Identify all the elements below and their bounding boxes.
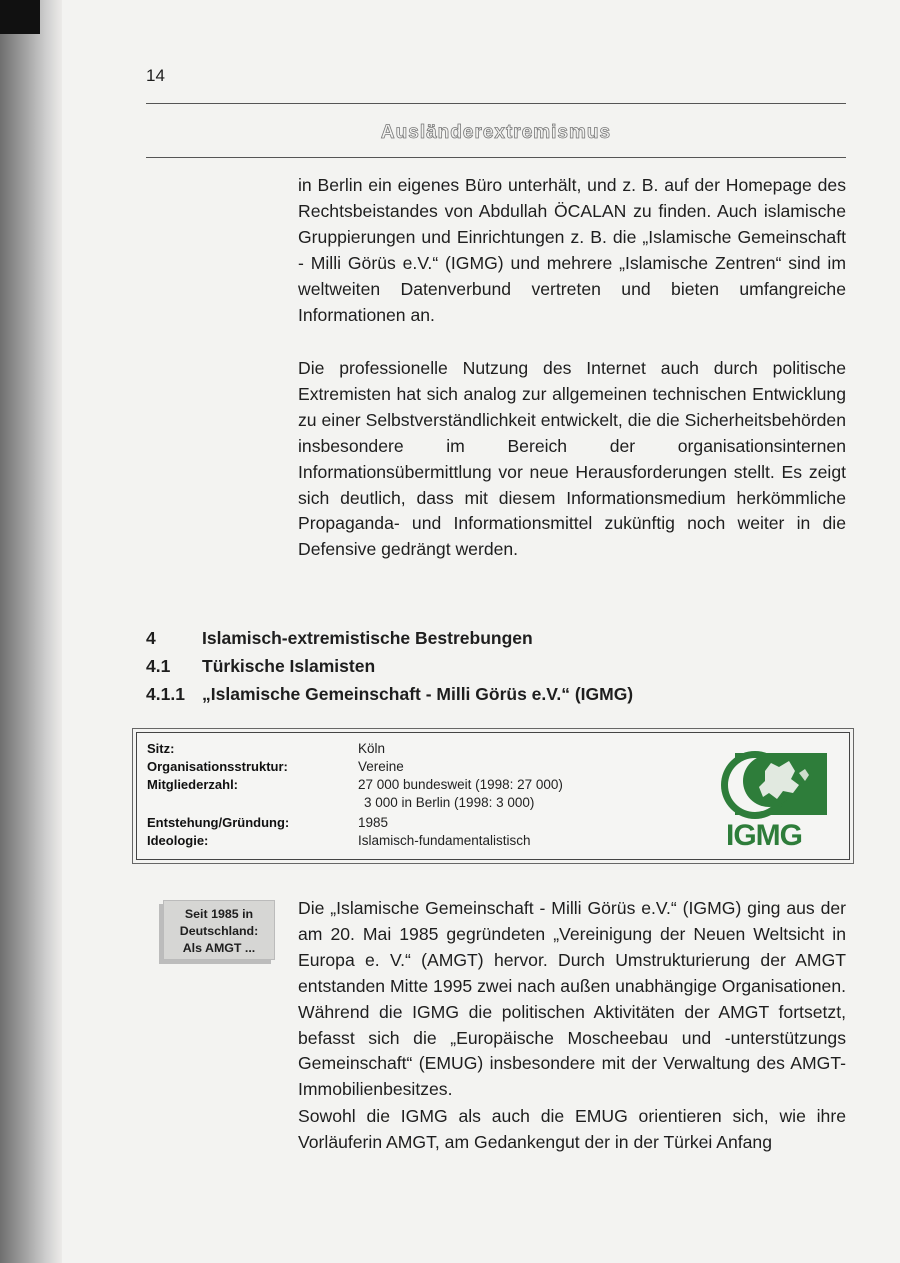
- section-heading-4-1: [146, 656, 375, 677]
- section-number: 4.1: [146, 656, 171, 676]
- header-rule-bottom: [146, 157, 846, 158]
- section-title: Türkische Islamisten: [202, 656, 376, 676]
- mitgliederzahl-label: Mitgliederzahl:: [147, 777, 239, 792]
- scan-corner: [0, 0, 40, 34]
- margin-note-line-1: Seit 1985 in: [184, 907, 254, 921]
- mitgliederzahl-value-berlin: 3 000 in Berlin (1998: 3 000): [364, 795, 535, 810]
- logo-text: IGMG: [726, 819, 802, 849]
- sitz-label: Sitz:: [147, 741, 175, 756]
- section-number: 4: [146, 628, 156, 648]
- paragraph-igmg-history: Die „Islamische Gemeinschaft - Milli Görüs e.V.“ (IGMG) ging aus der am 20. Mai 1985 gegründeten „Vereinigung der Neuen Weltsicht in Europa e. V.“ (AMGT) hervor. Durch Umstrukturierung der AMGT entstanden Mitte 1995 zwei nach außen unabhängige Organisationen. Während die IGMG die politischen Aktivitäten der AMGT fortsetzt, befasst sich die „Europäische Moscheebau und -unterstützungs Gemeinschaft“ (EMUG) insbesondere mit der Verwaltung des AMGT-Immobilienbesitzes.: [298, 898, 846, 1100]
- paragraph-igmg-ideology: Sowohl die IGMG als auch die EMUG orientieren sich, wie ihre Vorläuferin AMGT, am Gedankengut der in der Türkei Anfang: [298, 1106, 846, 1152]
- sitz-value: Köln: [358, 741, 386, 756]
- igmg-logo-icon: [695, 743, 827, 849]
- ideologie-value: Islamisch-fundamentalistisch: [358, 833, 531, 848]
- section-heading-4-1-1: [146, 684, 633, 705]
- section-number: 4.1.1: [146, 684, 185, 704]
- section-title: „Islamische Gemeinschaft - Milli Görüs e.V.“ (IGMG): [202, 684, 634, 704]
- header-rule-top: [146, 103, 846, 104]
- section-heading-4: [146, 628, 533, 649]
- page-number: 14: [146, 66, 165, 85]
- section-title: Islamisch-extremistische Bestrebungen: [202, 628, 533, 648]
- paragraph-internet-usage: Die professionelle Nutzung des Internet auch durch politische Extremisten hat sich analog zur allgemeinen technischen Entwicklung zu einer Selbstverständlichkeit entwickelt, die die Sicherheitsbehörden insbesondere im Bereich der organisationsinternen Informationsübermittlung vor neue Herausforderungen stellt. Es zeigt sich deutlich, dass mit diesem Informationsmedium herkömmliche Propaganda- und Informationsmittel zukünftig noch weiter in die Defensive gedrängt werden.: [298, 358, 846, 560]
- organisation-info-box: [136, 732, 850, 860]
- ideologie-label: Ideologie:: [147, 833, 209, 848]
- margin-note: [163, 900, 275, 960]
- mitgliederzahl-value-bundesweit: 27 000 bundesweit (1998: 27 000): [358, 777, 563, 792]
- gruendung-label: Entstehung/Gründung:: [147, 815, 290, 830]
- organisationsstruktur-label: Organisationsstruktur:: [147, 759, 288, 774]
- page-binding-shadow: [0, 0, 62, 1263]
- gruendung-value: 1985: [358, 815, 389, 830]
- igmg-logo-lettering: [726, 819, 802, 849]
- margin-note-line-3: Als AMGT ...: [182, 941, 256, 955]
- running-head: Ausländerextremismus: [380, 122, 612, 143]
- organisationsstruktur-value: Vereine: [358, 759, 404, 774]
- paragraph-internet-homepages: in Berlin ein eigenes Büro unterhält, und z. B. auf der Homepage des Rechtsbeistandes von Abdullah ÖCALAN zu finden. Auch islamische Gruppierungen und Einrichtungen z. B. die „Islamische Gemeinschaft - Milli Görüs e.V.“ (IGMG) und mehrere „Islamische Zentren“ sind im weltweiten Datenverbund vertreten und bieten umfangreiche Informationen an.: [298, 175, 846, 325]
- margin-note-line-2: Deutschland:: [179, 924, 259, 938]
